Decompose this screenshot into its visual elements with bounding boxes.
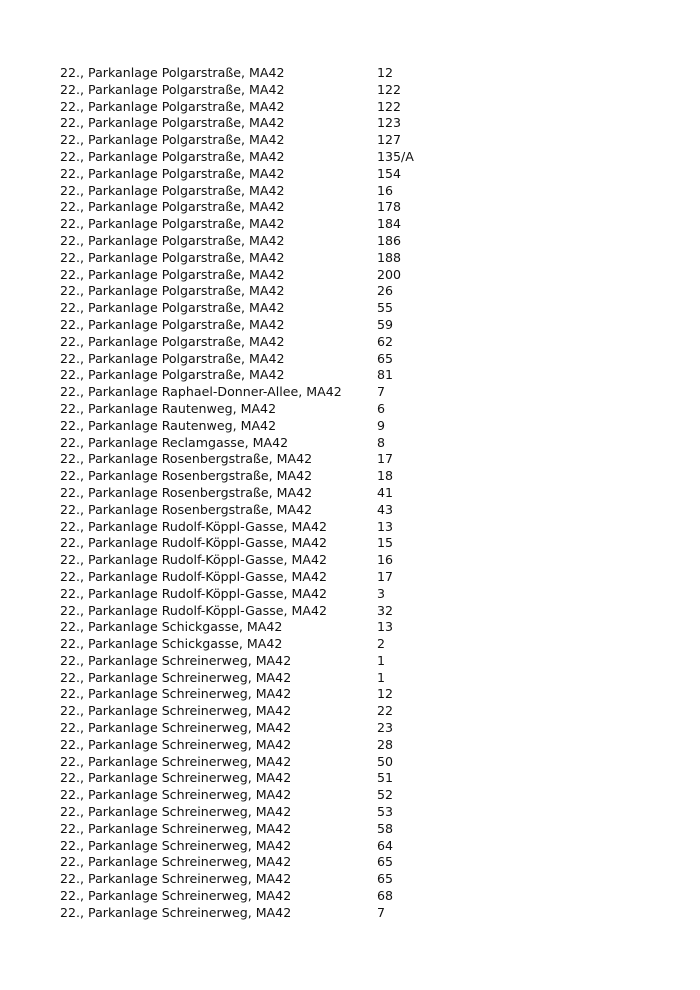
house-number: 28	[377, 736, 394, 752]
house-number: 43	[377, 501, 394, 517]
location-text: 22., Parkanlage Polgarstraße, MA42	[60, 350, 285, 366]
location-text: 22., Parkanlage Rudolf-Köppl-Gasse, MA42	[60, 585, 328, 601]
list-item	[60, 586, 660, 603]
house-number: 135/A	[377, 148, 414, 164]
house-number: 16	[377, 552, 394, 568]
list-item	[60, 115, 660, 132]
location-text: 22., Parkanlage Reclamgasse, MA42	[60, 434, 289, 450]
list-item	[60, 703, 660, 720]
house-number: 65	[377, 871, 394, 887]
location-text: 22., Parkanlage Polgarstraße, MA42	[60, 148, 285, 164]
location-text: 22., Parkanlage Polgarstraße, MA42	[60, 300, 285, 316]
house-number: 127	[377, 132, 402, 148]
location-text: 22., Parkanlage Polgarstraße, MA42	[60, 115, 285, 131]
list-item	[60, 905, 660, 922]
house-number: 122	[377, 98, 402, 114]
list-item	[60, 199, 660, 216]
list-item	[60, 754, 660, 771]
list-item	[60, 653, 660, 670]
house-number: 123	[377, 115, 402, 131]
list-item	[60, 502, 660, 519]
house-number: 41	[377, 484, 394, 500]
house-number: 53	[377, 804, 394, 820]
list-item	[60, 535, 660, 552]
location-text: 22., Parkanlage Polgarstraße, MA42	[60, 81, 285, 97]
list-item	[60, 351, 660, 368]
house-number: 68	[377, 888, 394, 904]
list-item	[60, 468, 660, 485]
list-item	[60, 720, 660, 737]
list-item	[60, 132, 660, 149]
location-text: 22., Parkanlage Rudolf-Köppl-Gasse, MA42	[60, 552, 328, 568]
house-number: 64	[377, 837, 394, 853]
location-text: 22., Parkanlage Rosenbergstraße, MA42	[60, 501, 313, 517]
house-number: 16	[377, 182, 394, 198]
location-text: 22., Parkanlage Polgarstraße, MA42	[60, 367, 285, 383]
list-item	[60, 233, 660, 250]
house-number: 15	[377, 535, 394, 551]
house-number: 50	[377, 753, 394, 769]
location-text: 22., Parkanlage Polgarstraße, MA42	[60, 333, 285, 349]
house-number: 13	[377, 619, 394, 635]
list-item	[60, 216, 660, 233]
list-item	[60, 149, 660, 166]
list-item	[60, 435, 660, 452]
list-item	[60, 569, 660, 586]
house-number: 23	[377, 720, 394, 736]
location-text: 22., Parkanlage Schreinerweg, MA42	[60, 854, 292, 870]
house-number: 62	[377, 333, 394, 349]
house-number: 7	[377, 904, 386, 920]
location-text: 22., Parkanlage Schreinerweg, MA42	[60, 736, 292, 752]
location-text: 22., Parkanlage Rudolf-Köppl-Gasse, MA42	[60, 535, 328, 551]
location-text: 22., Parkanlage Polgarstraße, MA42	[60, 249, 285, 265]
list-item	[60, 519, 660, 536]
location-text: 22., Parkanlage Rautenweg, MA42	[60, 400, 277, 416]
house-number: 1	[377, 652, 386, 668]
house-number: 65	[377, 854, 394, 870]
list-item	[60, 636, 660, 653]
location-text: 22., Parkanlage Rosenbergstraße, MA42	[60, 468, 313, 484]
list-item	[60, 737, 660, 754]
location-text: 22., Parkanlage Schreinerweg, MA42	[60, 720, 292, 736]
list-item	[60, 821, 660, 838]
location-text: 22., Parkanlage Schreinerweg, MA42	[60, 652, 292, 668]
location-text: 22., Parkanlage Schreinerweg, MA42	[60, 703, 292, 719]
house-number: 3	[377, 585, 386, 601]
list-item	[60, 619, 660, 636]
house-number: 58	[377, 820, 394, 836]
house-number: 184	[377, 216, 402, 232]
location-text: 22., Parkanlage Schreinerweg, MA42	[60, 888, 292, 904]
house-number: 17	[377, 568, 394, 584]
list-item	[60, 317, 660, 334]
house-number: 12	[377, 686, 394, 702]
location-text: 22., Parkanlage Rautenweg, MA42	[60, 417, 277, 433]
list-item	[60, 854, 660, 871]
location-text: 22., Parkanlage Polgarstraße, MA42	[60, 283, 285, 299]
list-item	[60, 283, 660, 300]
location-text: 22., Parkanlage Schreinerweg, MA42	[60, 686, 292, 702]
house-number: 8	[377, 434, 386, 450]
list-item	[60, 787, 660, 804]
house-number: 200	[377, 266, 402, 282]
address-list	[60, 65, 660, 922]
list-item	[60, 451, 660, 468]
location-text: 22., Parkanlage Schreinerweg, MA42	[60, 787, 292, 803]
location-text: 22., Parkanlage Rudolf-Köppl-Gasse, MA42	[60, 518, 328, 534]
location-text: 22., Parkanlage Polgarstraße, MA42	[60, 182, 285, 198]
house-number: 2	[377, 636, 386, 652]
house-number: 122	[377, 81, 402, 97]
list-item	[60, 384, 660, 401]
house-number: 9	[377, 417, 386, 433]
location-text: 22., Parkanlage Schreinerweg, MA42	[60, 804, 292, 820]
list-item	[60, 686, 660, 703]
location-text: 22., Parkanlage Raphael-Donner-Allee, MA42	[60, 384, 342, 400]
house-number: 17	[377, 451, 394, 467]
location-text: 22., Parkanlage Rosenbergstraße, MA42	[60, 484, 313, 500]
list-item	[60, 166, 660, 183]
list-item	[60, 603, 660, 620]
location-text: 22., Parkanlage Polgarstraße, MA42	[60, 216, 285, 232]
list-item	[60, 485, 660, 502]
location-text: 22., Parkanlage Polgarstraße, MA42	[60, 132, 285, 148]
location-text: 22., Parkanlage Polgarstraße, MA42	[60, 316, 285, 332]
list-item	[60, 888, 660, 905]
list-item	[60, 871, 660, 888]
house-number: 26	[377, 283, 394, 299]
list-item	[60, 82, 660, 99]
location-text: 22., Parkanlage Schreinerweg, MA42	[60, 770, 292, 786]
location-text: 22., Parkanlage Rudolf-Köppl-Gasse, MA42	[60, 602, 328, 618]
location-text: 22., Parkanlage Schreinerweg, MA42	[60, 904, 292, 920]
house-number: 52	[377, 787, 394, 803]
location-text: 22., Parkanlage Schickgasse, MA42	[60, 619, 283, 635]
list-item	[60, 334, 660, 351]
location-text: 22., Parkanlage Schreinerweg, MA42	[60, 871, 292, 887]
list-item	[60, 838, 660, 855]
list-item	[60, 552, 660, 569]
list-item	[60, 418, 660, 435]
house-number: 65	[377, 350, 394, 366]
list-item	[60, 367, 660, 384]
list-item	[60, 770, 660, 787]
house-number: 18	[377, 468, 394, 484]
list-item	[60, 804, 660, 821]
house-number: 59	[377, 316, 394, 332]
house-number: 154	[377, 165, 402, 181]
list-item	[60, 670, 660, 687]
house-number: 7	[377, 384, 386, 400]
location-text: 22., Parkanlage Rudolf-Köppl-Gasse, MA42	[60, 568, 328, 584]
location-text: 22., Parkanlage Polgarstraße, MA42	[60, 232, 285, 248]
house-number: 22	[377, 703, 394, 719]
list-item	[60, 300, 660, 317]
location-text: 22., Parkanlage Polgarstraße, MA42	[60, 266, 285, 282]
location-text: 22., Parkanlage Schreinerweg, MA42	[60, 669, 292, 685]
list-item	[60, 183, 660, 200]
house-number: 178	[377, 199, 402, 215]
house-number: 188	[377, 249, 402, 265]
list-item	[60, 65, 660, 82]
house-number: 51	[377, 770, 394, 786]
house-number: 186	[377, 232, 402, 248]
location-text: 22., Parkanlage Polgarstraße, MA42	[60, 98, 285, 114]
location-text: 22., Parkanlage Polgarstraße, MA42	[60, 65, 285, 80]
house-number: 1	[377, 669, 386, 685]
house-number: 55	[377, 300, 394, 316]
location-text: 22., Parkanlage Rosenbergstraße, MA42	[60, 451, 313, 467]
location-text: 22., Parkanlage Polgarstraße, MA42	[60, 199, 285, 215]
list-item	[60, 99, 660, 116]
location-text: 22., Parkanlage Schreinerweg, MA42	[60, 820, 292, 836]
location-text: 22., Parkanlage Polgarstraße, MA42	[60, 165, 285, 181]
list-item	[60, 250, 660, 267]
location-text: 22., Parkanlage Schickgasse, MA42	[60, 636, 283, 652]
list-item	[60, 267, 660, 284]
location-text: 22., Parkanlage Schreinerweg, MA42	[60, 837, 292, 853]
location-text: 22., Parkanlage Schreinerweg, MA42	[60, 753, 292, 769]
house-number: 32	[377, 602, 394, 618]
house-number: 6	[377, 400, 386, 416]
house-number: 81	[377, 367, 394, 383]
house-number: 12	[377, 65, 394, 80]
house-number: 13	[377, 518, 394, 534]
list-item	[60, 401, 660, 418]
